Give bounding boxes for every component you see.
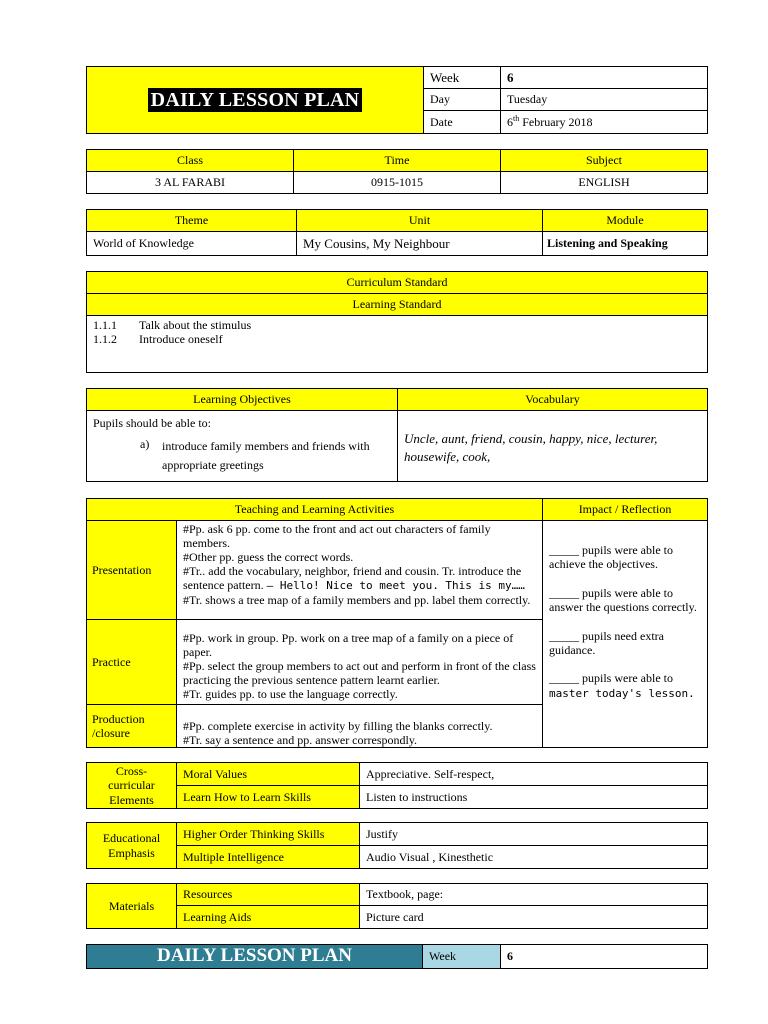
materials-label: Materials — [87, 884, 177, 929]
resources-label: Resources — [177, 884, 360, 906]
footer-table — [86, 944, 708, 969]
header-title-cell — [87, 67, 424, 134]
moral-values-label: Moral Values — [177, 763, 360, 786]
learning-aids-label: Learning Aids — [177, 906, 360, 929]
week-label: Week — [424, 67, 501, 89]
objective-item — [93, 437, 391, 474]
theme-label: Theme — [87, 210, 297, 232]
subject-label: Subject — [501, 150, 708, 172]
standard-code: 1.1.2 — [93, 332, 117, 347]
list-item — [183, 564, 536, 593]
hots-value: Justify — [360, 823, 708, 846]
list-item — [93, 332, 701, 346]
sentence-pattern: – Hello! Nice to meet you. This is my…… — [266, 579, 525, 593]
date-value — [501, 111, 708, 134]
theme-value: World of Knowledge — [87, 232, 297, 256]
list-item: #Pp. work in group. Pp. work on a tree map of a family on a piece of paper. — [183, 631, 514, 660]
presentation-label: Presentation — [87, 521, 177, 620]
standard-code: 1.1.1 — [93, 318, 117, 332]
educational-label: Educational Emphasis — [87, 823, 177, 869]
cross-curricular-table — [86, 762, 708, 809]
objectives-table — [86, 388, 708, 482]
moral-values-value: Appreciative. Self-respect, — [360, 763, 708, 786]
materials-table — [86, 883, 708, 929]
objectives-label: Learning Objectives — [87, 389, 398, 411]
activities-label: Teaching and Learning Activities — [87, 499, 543, 521]
time-value: 0915-1015 — [294, 172, 501, 194]
learn-skills-label: Learn How to Learn Skills — [177, 786, 360, 809]
list-item: #Pp. ask 6 pp. come to the front and act out characters of family members. — [183, 522, 491, 551]
vocabulary-label: Vocabulary — [398, 389, 708, 411]
module-value: Listening and Speaking — [543, 232, 708, 256]
impact-line: _____ pupils were able to answer the questions correctly. — [549, 585, 697, 615]
list-item: #Pp. select the group members to act out and perform in front of the class practicing the previous sentence pattern learnt earlier. — [183, 659, 536, 688]
objective-marker: a) — [140, 437, 150, 452]
class-table — [86, 149, 708, 194]
impact-script: master today's lesson. — [549, 686, 695, 700]
week-value: 6 — [501, 67, 708, 89]
header-table — [86, 66, 708, 134]
list-item: #Tr. shows a tree map of a family members and pp. label them correctly. — [183, 592, 531, 607]
learn-skills-value: Listen to instructions — [360, 786, 708, 809]
date-label: Date — [424, 111, 501, 134]
standards-table — [86, 271, 708, 373]
learning-standard-label: Learning Standard — [87, 294, 708, 316]
impact-line — [549, 671, 701, 700]
presentation-line-text: #Tr.. add the vocabulary, neighbor, friend and cousin. Tr. introduce the sentence pattern. — [183, 564, 522, 593]
day-label: Day — [424, 89, 501, 111]
practice-body — [177, 620, 543, 705]
learning-aids-value: Picture card — [360, 906, 708, 929]
list-item: #Other pp. guess the correct words. — [183, 550, 354, 565]
module-label: Module — [543, 210, 708, 232]
class-value: 3 AL FARABI — [87, 172, 294, 194]
impact-line-text: _____ pupils were able to — [549, 671, 673, 686]
unit-label: Unit — [297, 210, 543, 232]
standard-text: Talk about the stimulus — [139, 318, 252, 332]
list-item: #Tr. say a sentence and pp. answer correspondly. — [183, 732, 418, 747]
list-item: #Tr. guides pp. to use the language correctly. — [183, 687, 398, 702]
impact-body — [543, 521, 708, 748]
mi-label: Multiple Intelligence — [177, 846, 360, 869]
page-title: DAILY LESSON PLAN — [148, 88, 363, 112]
standard-text: Introduce oneself — [139, 332, 223, 347]
footer-week-value: 6 — [501, 945, 708, 969]
list-item: #Pp. complete exercise in activity by filling the blanks correctly. — [183, 718, 493, 733]
date-rest: February 2018 — [519, 115, 593, 130]
curriculum-standard-label: Curriculum Standard — [87, 272, 708, 294]
mi-value: Audio Visual , Kinesthetic — [360, 846, 708, 869]
footer-week-label: Week — [423, 945, 501, 969]
date-suffix: th — [513, 114, 520, 124]
day-value: Tuesday — [501, 89, 708, 111]
objectives-body — [87, 411, 398, 482]
theme-table — [86, 209, 708, 256]
hots-label: Higher Order Thinking Skills — [177, 823, 360, 846]
presentation-body — [177, 521, 543, 620]
production-label: Production /closure — [87, 705, 177, 748]
objectives-intro: Pupils should be able to: — [93, 416, 211, 430]
resources-value: Textbook, page: — [360, 884, 708, 906]
list-item — [93, 318, 701, 332]
activities-table — [86, 498, 708, 748]
standards-list — [87, 316, 708, 373]
vocabulary-text: Uncle, aunt, friend, cousin, happy, nice, lecturer, housewife, cook, — [398, 411, 708, 482]
unit-value: My Cousins, My Neighbour — [297, 232, 543, 256]
impact-line: _____ pupils were able to achieve the objectives. — [549, 543, 673, 572]
impact-label: Impact / Reflection — [543, 499, 708, 521]
footer-title: DAILY LESSON PLAN — [87, 945, 423, 969]
production-body — [177, 705, 543, 748]
practice-label: Practice — [87, 620, 177, 705]
date-day: 6 — [507, 115, 513, 130]
objective-text: introduce family members and friends with appropriate greetings — [162, 439, 370, 472]
cross-curricular-label: Cross-curricular Elements — [87, 763, 177, 809]
impact-line: _____ pupils need extra guidance. — [549, 628, 664, 657]
educational-table — [86, 822, 708, 869]
subject-value: ENGLISH — [501, 172, 708, 194]
time-label: Time — [294, 150, 501, 172]
class-label: Class — [87, 150, 294, 172]
